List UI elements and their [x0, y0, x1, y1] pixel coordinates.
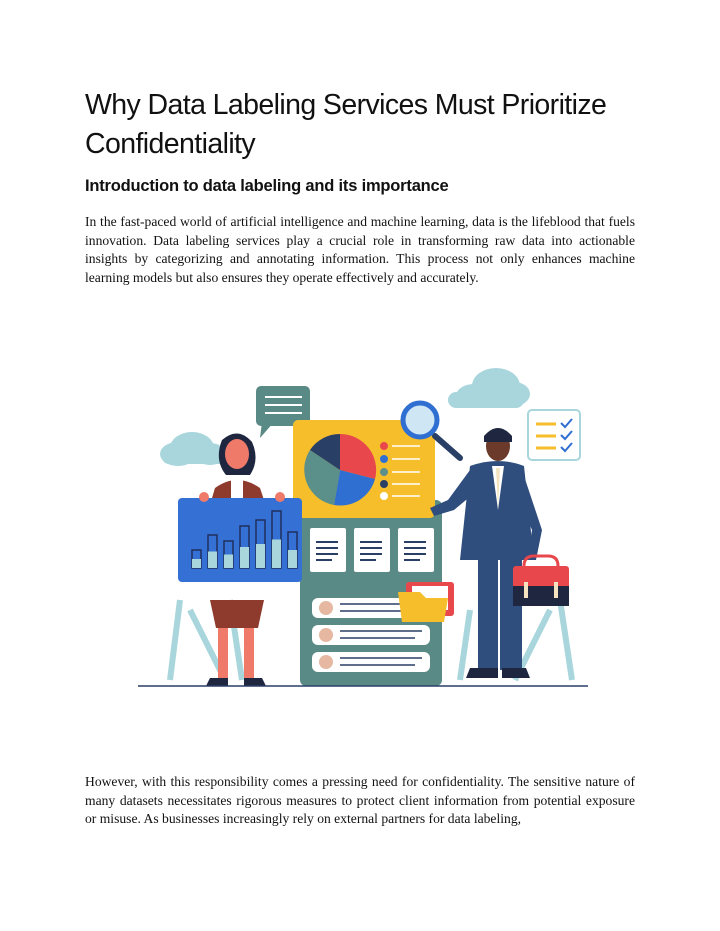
bar-fill: [240, 547, 249, 568]
intro-paragraph: In the fast-paced world of artificial intelligence and machine learning, data is the lifeblood that fuels innovation. Data labeling services play a crucial role in transforming raw data into actionable insights by categorizing and annotating information. This process not only enhances machine learning models but also ensures they operate effectively and accurately.: [85, 214, 635, 285]
bar-fill: [256, 544, 265, 568]
bar-fill: [192, 559, 201, 568]
bar-fill: [272, 540, 281, 569]
cloud-icon: [160, 432, 228, 466]
cloud-icon: [448, 368, 530, 408]
bar-fill: [224, 555, 233, 569]
bar-chart-monitor: [178, 492, 302, 582]
bar-fill: [288, 550, 297, 568]
data-labeling-illustration: [130, 360, 600, 695]
folder-icon: [398, 582, 454, 622]
page-title: Why Data Labeling Services Must Prioritize Confidentiality: [85, 89, 607, 160]
bar-fill: [208, 552, 217, 569]
man-figure: [430, 428, 542, 678]
section-heading: Introduction to data labeling and its importance: [85, 177, 449, 195]
checklist-icon: [528, 410, 580, 460]
confidentiality-paragraph: However, with this responsibility comes a pressing need for confidentiality. The sensitive nature of many datasets necessitates rigorous measures to protect client information from potential exposure or misuse. As businesses increasingly rely on external partners for data labeling,: [85, 774, 635, 827]
pie-chart-icon: [304, 434, 376, 506]
